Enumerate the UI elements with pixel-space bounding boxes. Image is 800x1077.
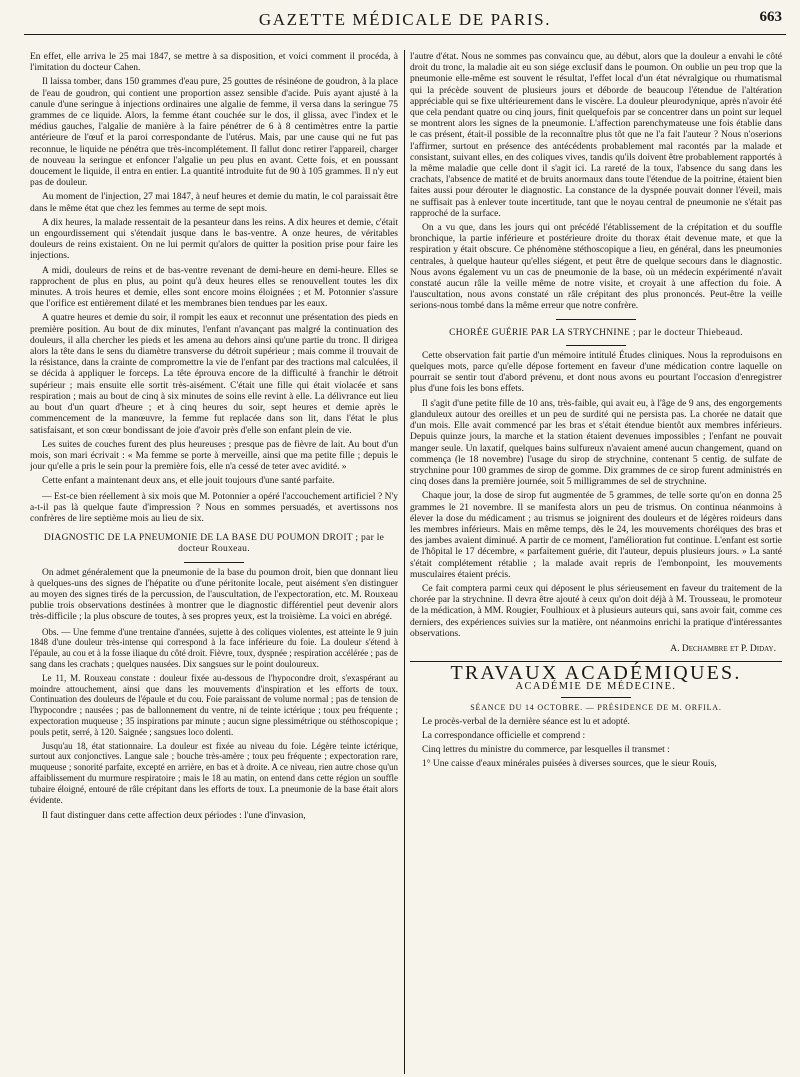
article-title-pneumonie: DIAGNOSTIC DE LA PNEUMONIE DE LA BASE DU POUMON DROIT ; par le docteur Rouxeau.	[43, 533, 385, 555]
right-column	[410, 52, 782, 1072]
signature-text: A. Dechambre et P. Diday.	[670, 643, 776, 654]
paragraph: Il s'agit d'une petite fille de 10 ans, très-faible, qui avait eu, à l'âge de 9 ans, des engorgements glanduleux autour des oreilles et un peu de surdité qui ne persista pas. La chorée ne datait que d'un mois. Elle avait commencé par les bras et s'était étendue bientôt aux membres inférieurs. Depuis quinze jours, la marche et la station étaient devenues impossibles ; l'enfant ne pouvait manger seule. Un laxatif, quelques bains sulfureux n'avaient amené aucun changement, quand on commença (le 18 novembre) l'usage du sirop de strychnine, contenant 5 centig. de sulfate de strychnine pour 100 grammes de sirop de gomme. Dix grammes de ce sirop furent administrés en cinq doses dans la première journée, soit 5 milligrammes de sel de strychnine.	[410, 398, 782, 488]
paragraph: On a vu que, dans les jours qui ont précédé l'établissement de la crépitation et du souffle bronchique, la partie inférieure et postérieure droite du thorax était devenue mate, et que la respiration y était obscure. Ce phénomène stéthoscopique a lieu, en général, dans les pneumonies centrales, à quelque hauteur qu'elles siégent, et peut être de quelque secours dans le diagnostic. Nous avons également vu un cas de pneumonie de la base, où un médecin expérimenté n'avait constaté aucun râle la veille même de notre visite, et croyait à une affection du foie. A l'auscultation, nous avons constaté un râle crépitant des plus prononcés. Peut-être la veille serions-nous tombé dans la même erreur que notre confrère.	[410, 223, 782, 312]
paragraph: A dix heures, la malade ressentait de la pesanteur dans les reins. A dix heures et demie, c'était un engourdissement qui s'étendait jusque dans le bas-ventre. A onze heures, de véritables douleurs de reins existaient. On ne lui permit qu'alors de quitter la position prise pour faire les injections.	[30, 217, 398, 262]
observation-paragraph: Jusqu'au 18, état stationnaire. La douleur est fixée au niveau du foie. Légère teinte ictérique, surtout aux conjonctives. Langue sale ; bouche très-amère ; toux peu fréquente ; expectoration rare, muqueuse ; sonorité parfaite, excepté en arrière, en bas et à droite. A ce niveau, rien autre chose qu'un affaiblissement du murmure respiratoire ; mais le 18 au matin, on entend dans cette région un souffle tubaire éloigné, entouré de râle crépitant dans les efforts de toux. La pneumonie de la base était alors évidente.	[30, 740, 398, 805]
paragraph: A quatre heures et demie du soir, il rompit les eaux et reconnut une présentation des pieds en première position. Au bout de dix minutes, l'enfant n'avançant pas malgré la continuation des douleurs, il alla chercher les pieds et les amena au dehors ainsi qu'une partie du tronc. Il dirigea alors la tête dans le sens du diamètre transverse du détroit supérieur ; mais comme il trouvait de la résistance, dans la crainte de compromettre la vie de l'enfant par des tractions mal calculées, il se décida à appliquer le forceps. La tête éprouva encore de la difficulté à franchir le détroit supérieur ; mais ensuite elle sortit très-aisément. C'était une fille qui était violacée et sans respiration ; mais au bout de cinq à six minutes de soins elle revint à elle. La délivrance eut lieu au bout d'un quart d'heure ; et à cinq heures du soir, sept heures et demie après le commencement de la manœuvre, la femme fut replacée dans son lit, dans l'état le plus satisfaisant, et son cœur bondissant de joie d'avoir près d'elle son enfant plein de vie.	[30, 313, 398, 436]
paragraph: Il laissa tomber, dans 150 grammes d'eau pure, 25 gouttes de résinéone de goudron, à la place de l'eau de goudron, qui contient une proportion assez sensible d'acide. Puis ayant ajusté à la canule d'une seringue à injections ordinaires une algalie de femme, il versa dans la seringue 75 grammes de ce liquide. Alors, la femme étant couchée sur le dos, il glissa, avec l'index et le médius gauches, l'algalie de manière à la faire pénétrer de 6 à 8 centimètres entre la partie antérieure de l'œuf et la paroi correspondante de l'utérus. Mais, par une cause qui ne fut pas reconnue, le liquide ne pénétra que très-incomplétement. Il fallut donc retirer l'appareil, charger de nouveau la seringue et enfoncer l'algalie un peu plus en avant. Cette fois, et en poussant doucement le liquide, il entra en entier. La quantité introduite fut de 90 à 105 grammes. Il n'y eut pas de douleur.	[30, 77, 398, 189]
paragraph: Cette enfant a maintenant deux ans, et elle jouit toujours d'une santé parfaite.	[42, 476, 335, 487]
paragraph: l'autre d'état. Nous ne sommes pas convaincu que, au début, alors que la douleur a envahi le côté droit du tronc, la maladie ait eu son siége exclusif dans le poumon. On oublie un peu trop que la pneumonie elle-même est souvent le résultat, l'effet local d'un état névralgique ou rhumatismal qui la précède souvent de plusieurs jours et déborde de beaucoup l'étendue de l'altération appréciable qui se fixe ultérieurement dans le viscère. La douleur pleurodynique, après n'avoir été que cela pendant quatre ou cinq jours, finit quelquefois par se concentrer dans un point sur lequel se montrent alors les signes de la pneumonie. L'affection parenchymateuse une fois établie dans le cas présent, était-il possible de la reconnaître plus tôt que ne l'a fait l'auteur ? Nous n'oserions l'affirmer, surtout en présence des antécédents probablement mal racontés par la malade et consistant, suivant elles, en des coliques vives, tandis qu'ils doivent être probablement rapportés à la même maladie que celle dont il s'agit ici. La rareté de la toux, l'absence du sang dans les crachats, l'absence de matité et de bruits anormaux dans toute l'étendue de la poitrine, étaient bien faites aussi pour dérouter le diagnostic. La constance de la dyspnée pouvait donner l'éveil, mais ne suffisait pas à enlever toute incertitude, tant que le noyau central de pneumonie ne s'était pas rapproché de la surface.	[410, 52, 782, 219]
title-rule	[184, 562, 244, 563]
left-column	[30, 52, 398, 1072]
session-line: La correspondance officielle et comprend :	[422, 730, 586, 741]
paragraph: Les suites de couches furent des plus heureuses ; presque pas de fièvre de lait. Au bout d'un mois, son mari écrivait : « Ma femme se porte à merveille, ainsi que ma petite fille ; depuis le jour qu'elle a pris le sein pour la première fois, elle n'a cessé de teter avec avidité. »	[30, 439, 398, 473]
title-rule	[566, 345, 626, 346]
session-heading: SÉANCE DU 14 OCTOBRE. — PRÉSIDENCE DE M. ORFILA.	[470, 702, 722, 712]
paragraph: Au moment de l'injection, 27 mai 1847, à neuf heures et demie du matin, le col paraissait être dans le même état que chez les femmes au terme de sept mois.	[30, 192, 398, 214]
paragraph: Cette observation fait partie d'un mémoire intitulé Études cliniques. Nous la reproduisons en quelques mots, parce qu'elle dépose fortement en faveur d'une médication contre laquelle on pourrait se sentir tout d'abord prévenu, et dont nous avons eu pourtant l'occasion d'enregistrer plus d'une fois les bons effets.	[410, 350, 782, 395]
paragraph: En effet, elle arriva le 25 mai 1847, se mettre à sa disposition, et voici comment il procéda, à l'imitation du docteur Cahen.	[30, 52, 398, 74]
section-title: TRAVAUX ACADÉMIQUES.	[450, 662, 742, 685]
paragraph: Il faut distinguer dans cette affection deux périodes : l'une d'invasion,	[42, 811, 306, 822]
session-line: Cinq lettres du ministre du commerce, par lesquelles il transmet :	[422, 745, 670, 756]
page-number: 663	[759, 9, 782, 25]
section-subtitle: ACADÉMIE DE MÉDECINE.	[515, 681, 677, 693]
session-line: Le procès-verbal de la dernière séance est lu et adopté.	[422, 716, 630, 727]
editorial-note: — Est-ce bien réellement à six mois que M. Potonnier a opéré l'accouchement artificiel ? N'y a-t-il pas là quelque faute d'impression ? Nous en sommes persuadés, et avertissons nos confrères de lire septième mois au lieu de six.	[30, 491, 398, 524]
subtitle-rule	[561, 697, 631, 698]
paragraph: Ce fait comptera parmi ceux qui déposent le plus sérieusement en faveur du traitement de la chorée par la strychnine. Il devra être ajouté à ceux qu'on doit déjà à M. Trousseau, le promoteur de la médication, à MM. Rougier, Foulhioux et à plusieurs auteurs qui, sans avoir fait, comme ces derniers, des expériences suivies sur la matière, ont néanmoins enrichi la pratique d'intéressantes observations.	[410, 583, 782, 639]
title-rule	[556, 319, 636, 320]
observation-paragraph: Le 11, M. Rouxeau constate : douleur fixée au-dessous de l'hypocondre droit, s'exaspérant au moindre attouchement, ainsi que dans les mouvements d'inspiration et les efforts de toux. Continuation des douleurs de l'épaule et du cou. Foie paraissant de volume normal ; pas de tension de l'hypocondre ; nausées ; pas de ballonnement du ventre, ni de teinte ictérique ; toux peu fréquente ; expectoration muqueuse ; 35 inspirations par minute ; aucun signe plessimétrique ou stéthoscopique ; pouls petit, serré, à 120. Saignée ; sangsues loco dolenti.	[30, 672, 398, 737]
paragraph: A midi, douleurs de reins et de bas-ventre revenant de demi-heure en demi-heure. Elles se rapprochent de plus en plus, au point qu'à deux heures elles se renouvellent toutes les dix minutes. A trois heures et demie, elles sont encore moins éloignées ; et M. Potonnier s'assure que l'orifice est entièrement dilaté et les membranes bien tendues par les eaux.	[30, 265, 398, 310]
journal-title: GAZETTE MÉDICALE DE PARIS.	[258, 10, 552, 29]
paragraph: Chaque jour, la dose de sirop fut augmentée de 5 grammes, de telle sorte qu'on en donna 25 grammes le 21 novembre. Il se manifesta alors un peu de trismus. On continua néanmoins à élever la dose du médicament ; au trismus se joignirent des douleurs et de légères roideurs dans les membres inférieurs. Mais en même temps, dès le 24, les mouvements choréiques des bras et des jambes avaient diminué. A partir de ce moment, l'amélioration fut continue. L'enfant est sortie de l'hôpital le 17 décembre, « parfaitement guérie, dit l'auteur, depuis plusieurs jours. » La santé s'était complétement rétablie ; la malade avait repris de l'embonpoint, les mouvements musculaires étaient précis.	[410, 491, 782, 580]
page-header	[24, 4, 786, 35]
observation-paragraph: Obs. — Une femme d'une trentaine d'années, sujette à des coliques violentes, est atteinte le 9 juin 1848 d'une douleur très-intense qui correspond à la face inférieure du foie. La douleur s'étend à l'épaule, au cou et à la fosse iliaque du côté droit. Fièvre, toux, dyspnée ; respiration accélérée ; pas de sang dans les crachats ; quelques nausées. Dix sangsues sur le point douloureux.	[30, 626, 398, 669]
paragraph: On admet généralement que la pneumonie de la base du poumon droit, bien que donnant lieu à quelques-uns des signes de l'hépatite ou d'une péritonite locale, peut aisément s'en distinguer au moyen des signes tirés de la percussion, de l'auscultation, de l'expectoration, etc. M. Rouxeau publie trois observations destinées à montrer que le diagnostic différentiel peut devenir alors très-difficile ; la plus obscure de toutes, à ses propres yeux, est la troisième. La voici en abrégé.	[30, 567, 398, 623]
article-title-choree: CHORÉE GUÉRIE PAR LA STRYCHNINE ; par le docteur Thiebeaud.	[449, 327, 743, 338]
column-divider	[404, 50, 405, 1074]
session-line: 1° Une caisse d'eaux minérales puisées à diverses sources, que le sieur Rouis,	[422, 759, 717, 770]
article-signature	[410, 644, 776, 655]
